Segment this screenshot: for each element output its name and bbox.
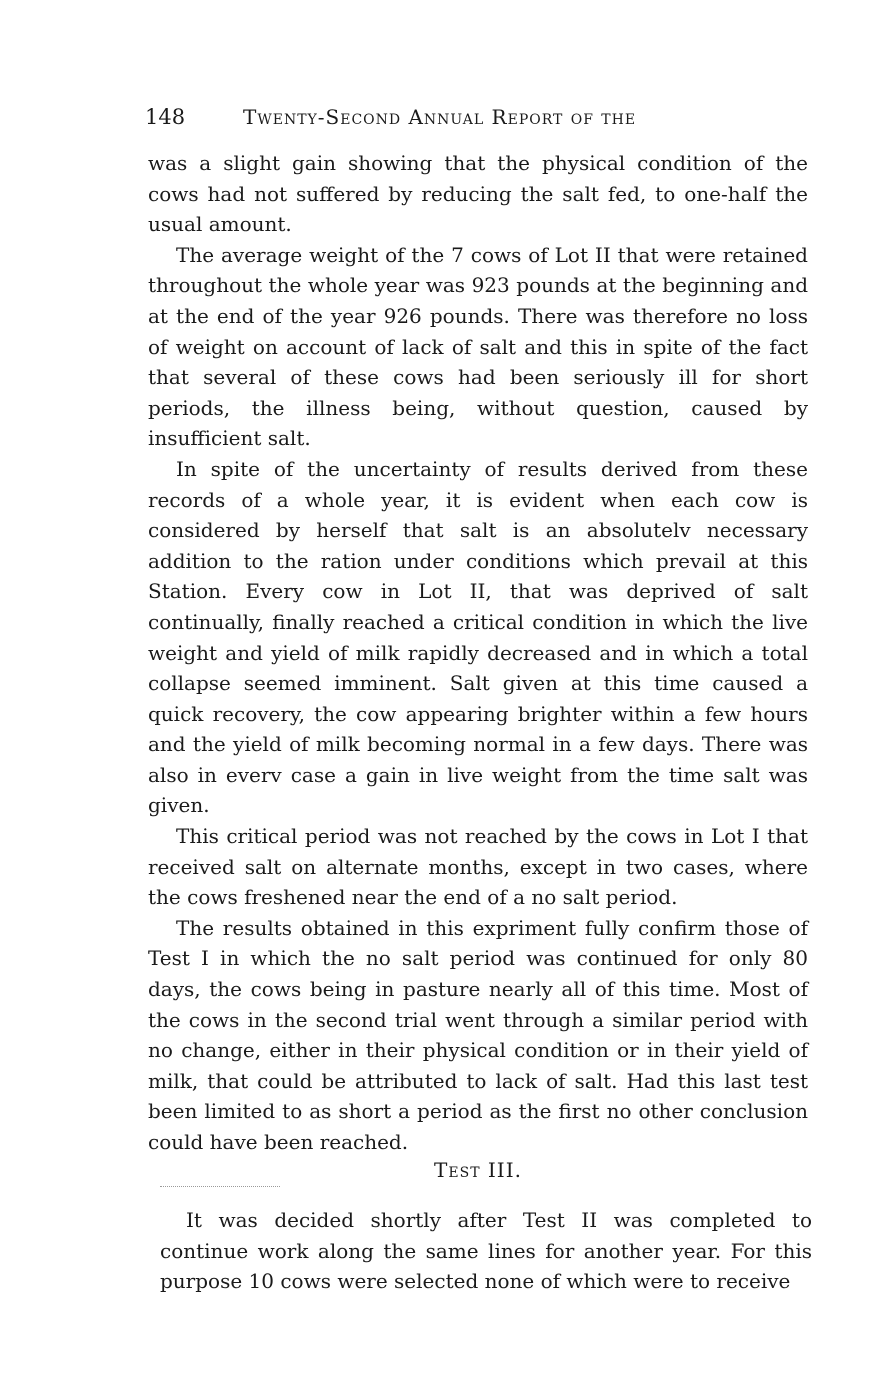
running-title: Twenty-Second Annual Report of the (243, 105, 637, 129)
divider-rule (160, 1186, 280, 1187)
section-heading-test-iii: Test III. (434, 1158, 522, 1182)
paragraph-uncertainty: In spite of the uncertainty of results derived from these records of a whole year, it is evident when each cow is considered by herself that salt is an absolutelv necessary addition to the ration under conditions which prevail at this Station. Every cow in Lot II, that was deprived of salt continually, finally reached a critical condition in which the live weight and yield of milk rapidly decreased and in which a total collapse seemed imminent. Salt given at this time caused a quick recovery, the cow appearing brighter within a few hours and the yield of milk becoming normal in a few days. There was also in everv case a gain in live weight from the time salt was given. (148, 456, 808, 818)
body-text (148, 148, 808, 1158)
paragraph-test-iii-intro: It was decided shortly after Test II was completed to continue work along the same lines for another year. For this purpose 10 cows were selected none of which were to receive (160, 1208, 812, 1294)
paragraph-results: The results obtained in this expriment fully confirm those of Test I in which the no salt period was continued for only 80 days, the cows being in pasture nearly all of this time. Most of the cows in the second trial went through a similar period with no change, either in their physical condition or in their yield of milk, that could be attributed to lack of salt. Had this last test been limited to as short a period as the first no other conclusion could have been reached. (148, 915, 808, 1154)
section-text (160, 1205, 812, 1297)
page-header (145, 103, 815, 133)
paragraph-critical-period: This critical period was not reached by the cows in Lot I that received salt on alternate months, except in two cases, where the cows freshened near the end of a no salt period. (148, 824, 808, 910)
paragraph-continuation: was a slight gain showing that the physical condition of the cows had not suffered by reducing the salt fed, to one-half the usual amount. (148, 151, 808, 237)
paragraph-average-weight: The average weight of the 7 cows of Lot II that were retained throughout the whole year was 923 pounds at the beginning and at the end of the year 926 pounds. There was therefore no loss of weight on account of lack of salt and this in spite of the fact that several of these cows had been seriously ill for short periods, the illness being, without question, caused by insufficient salt. (148, 242, 808, 451)
page-number: 148 (145, 105, 186, 129)
